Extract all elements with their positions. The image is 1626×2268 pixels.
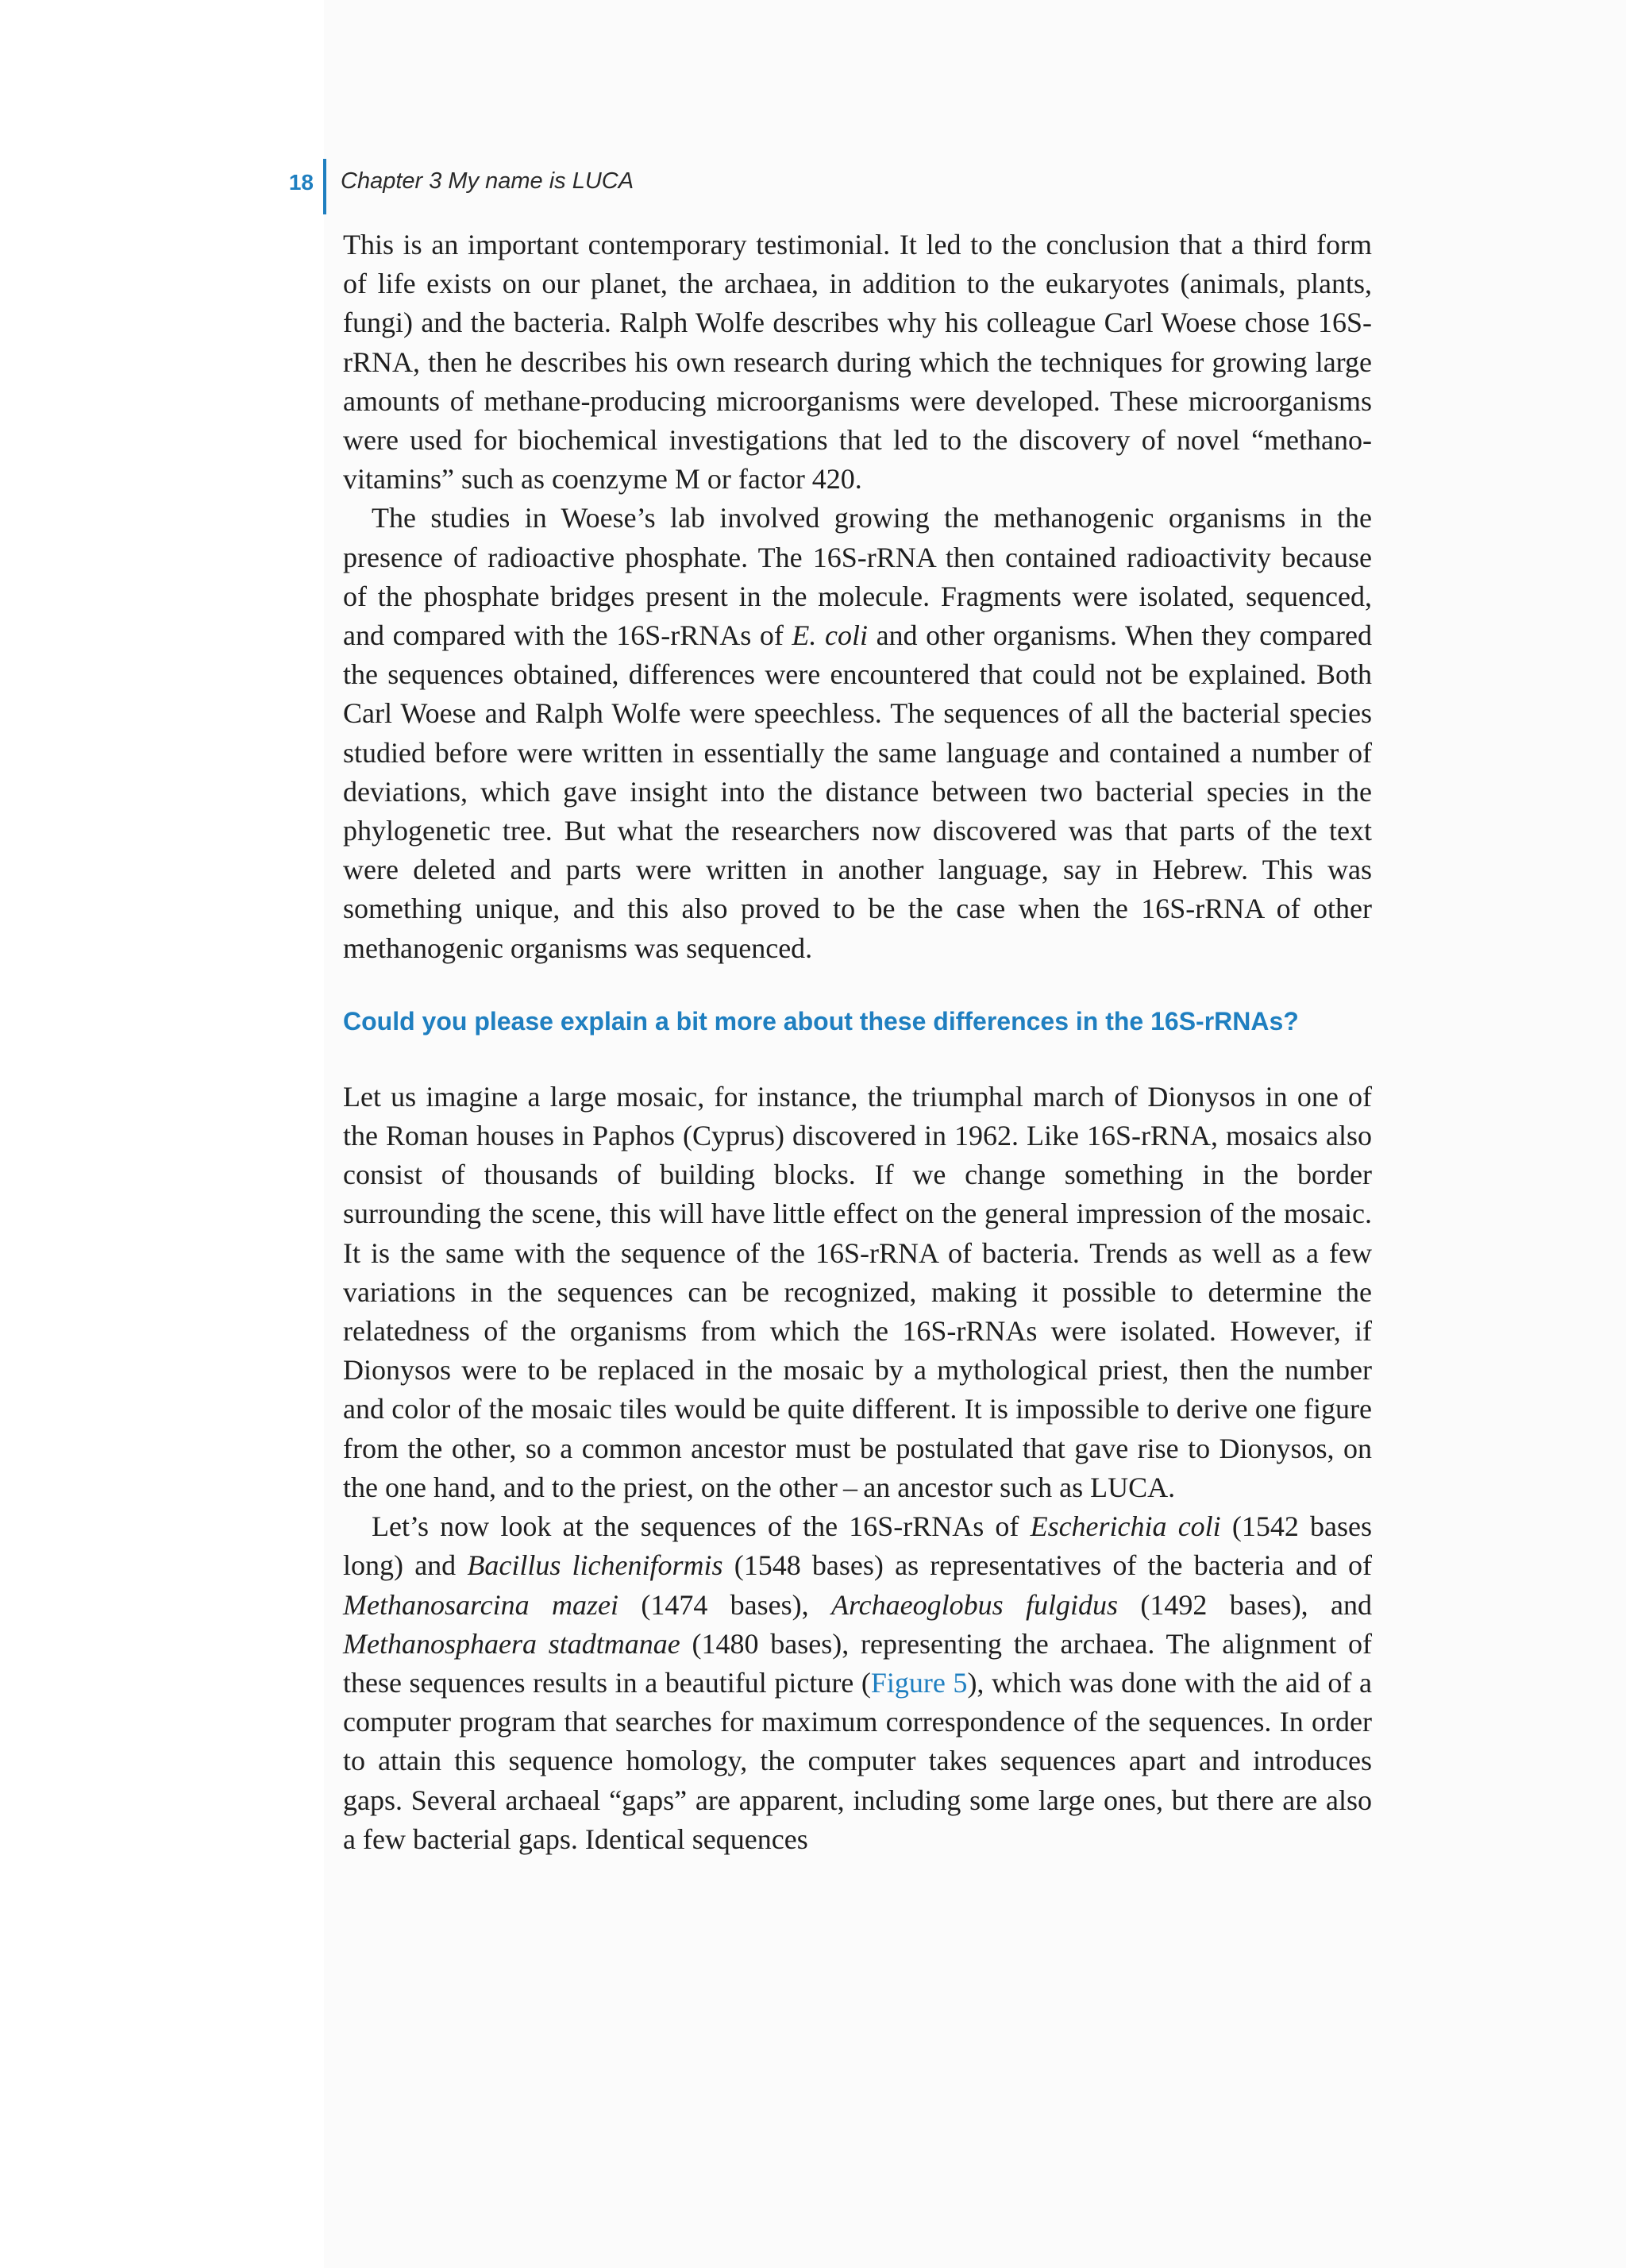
text-run: (1542 bases long) and [343, 1510, 1372, 1582]
paragraph-4 [343, 1507, 1372, 1859]
text-run: (1480 bases), representing the archaea. The alignment of these sequences results in a beautiful picture ( [343, 1627, 1372, 1699]
species-name: Archaeoglobus fulgidus [831, 1588, 1119, 1621]
running-head: Chapter 3 My name is LUCA [341, 168, 634, 194]
text-run: and other organisms. When they compared the sequences obtained, differences were encountered that could not be explained. Both Carl Woese and Ralph Wolfe were speechless. The sequences of all the bacterial species studied before were written in essentially the same language and contained a number of deviations, which gave insight into the distance between two bacterial species in the phylogenetic tree. But what the researchers now discovered was that parts of the text were deleted and parts were written in another language, say in Hebrew. This was something unique, and this also proved to be the case when the 16S-rRNA of other methanogenic organisms was sequenced. [343, 619, 1373, 964]
figure-5-link[interactable]: Figure 5 [870, 1666, 968, 1699]
text-run: (1548 bases) as representatives of the bacteria and of [722, 1549, 1373, 1582]
paragraph-3: Let us imagine a large mosaic, for instance, the triumphal march of Dionysos in one of the Roman houses in Paphos (Cyprus) discovered in 1962. Like 16S-rRNA, mosaics also consist of thousands of building blocks. If we change something in the border surrounding the scene, this will have little effect on the general impression of the mosaic. It is the same with the sequence of the 16S-rRNA of bacteria. Trends as well as a few variations in the sequences can be recognized, making it possible to determine the relatedness of the organisms from which the 16S-rRNAs were isolated. However, if Dionysos were to be replaced in the mosaic by a mythological priest, then the number and color of the mosaic tiles would be quite different. It is impossible to derive one figure from the other, so a common ancestor must be postulated that gave rise to Dionysos, on the one hand, and to the priest, on the other – an ancestor such as LUCA. [343, 1080, 1372, 1503]
text-run: (1474 bases), [618, 1588, 831, 1621]
body-text [343, 226, 1372, 1859]
species-name: Methanosarcina mazei [343, 1588, 618, 1621]
paragraph-2 [343, 499, 1372, 967]
page-number: 18 [288, 170, 314, 195]
text-run: ), which was done with the aid of a computer program that searches for maximum correspondence of the sequences. In order to attain this sequence homology, the computer takes sequences apart and introduces gaps. Several archaeal “gaps” are apparent, including some large ones, but there are also a few bacterial gaps. Identical sequences [343, 1666, 1372, 1855]
species-name: Bacillus licheniformis [467, 1549, 723, 1582]
species-name: Escherichia coli [1030, 1510, 1221, 1543]
text-run: The studies in Woese’s lab involved growing the methanogenic organisms in the presence of radioactive phosphate. The 16S-rRNA then contained radioactivity because of the phosphate bridges present in the molecule. Fragments were isolated, sequenced, and compared with the 16S-rRNAs of [343, 502, 1372, 652]
header-divider [323, 159, 326, 214]
paragraph-1: This is an important contemporary testimonial. It led to the conclusion that a third form of life exists on our planet, the archaea, in addition to the eukaryotes (animals, plants, fungi) and the bacteria. Ralph Wolfe describes why his colleague Carl Woese chose 16S-rRNA, then he describes his own research during which the techniques for growing large amounts of methane-producing microorganisms were developed. These microorganisms were used for biochemical investigations that led to the discovery of novel “methano-vitamins” such as coenzyme M or factor 420. [343, 229, 1372, 496]
species-name: Methanosphaera stadtmanae [343, 1627, 680, 1660]
section-heading: Could you please explain a bit more about these differences in the 16S-rRNAs? [343, 1006, 1299, 1036]
text-run: (1492 bases), and [1118, 1588, 1373, 1621]
text-run: Let’s now look at the sequences of the 16S-rRNAs of [372, 1510, 1031, 1543]
species-name: E. coli [792, 619, 868, 652]
